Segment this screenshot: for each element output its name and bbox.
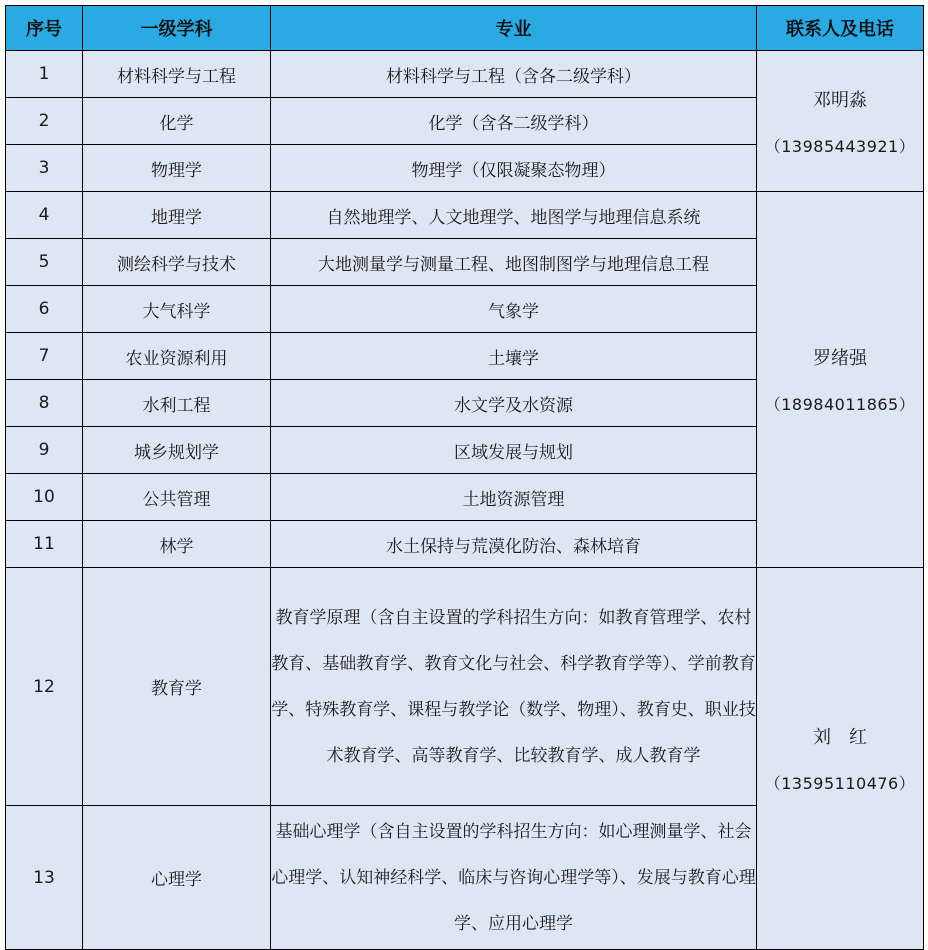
header-no: 序号	[6, 6, 83, 51]
row-no: 11	[6, 521, 83, 568]
contact-cell	[757, 51, 924, 192]
table-row	[6, 192, 924, 239]
row-discipline: 大气科学	[83, 286, 271, 333]
row-major: 基础心理学（含自主设置的学科招生方向：如心理测量学、社会心理学、认知神经科学、临床与咨询心理学等）、发展与教育心理学、应用心理学	[271, 806, 757, 950]
contact-name: 罗绪强	[813, 348, 867, 369]
row-major: 水土保持与荒漠化防治、森林培育	[271, 521, 757, 568]
row-discipline: 林学	[83, 521, 271, 568]
row-no: 8	[6, 380, 83, 427]
row-discipline: 城乡规划学	[83, 427, 271, 474]
row-discipline: 教育学	[83, 568, 271, 806]
row-no: 4	[6, 192, 83, 239]
row-no: 10	[6, 474, 83, 521]
row-no: 7	[6, 333, 83, 380]
row-no: 12	[6, 568, 83, 806]
row-discipline: 农业资源利用	[83, 333, 271, 380]
header-row	[6, 6, 924, 51]
row-major: 物理学（仅限凝聚态物理）	[271, 145, 757, 192]
row-no: 9	[6, 427, 83, 474]
row-major: 自然地理学、人文地理学、地图学与地理信息系统	[271, 192, 757, 239]
discipline-contact-table	[5, 5, 924, 950]
row-discipline: 心理学	[83, 806, 271, 950]
contact-phone: （13595110476）	[764, 774, 916, 793]
contact-name: 邓明淼	[813, 89, 867, 111]
row-no: 3	[6, 145, 83, 192]
row-no: 1	[6, 51, 83, 98]
row-no: 13	[6, 806, 83, 950]
row-major: 大地测量学与测量工程、地图制图学与地理信息工程	[271, 239, 757, 286]
row-discipline: 水利工程	[83, 380, 271, 427]
row-no: 5	[6, 239, 83, 286]
row-major: 化学（含各二级学科）	[271, 98, 757, 145]
row-discipline: 公共管理	[83, 474, 271, 521]
row-discipline: 测绘科学与技术	[83, 239, 271, 286]
contact-cell	[757, 192, 924, 568]
row-major: 土地资源管理	[271, 474, 757, 521]
row-major: 气象学	[271, 286, 757, 333]
contact-name: 刘 红	[813, 727, 867, 748]
row-discipline: 地理学	[83, 192, 271, 239]
row-major: 土壤学	[271, 333, 757, 380]
header-major: 专业	[271, 6, 757, 51]
row-major: 水文学及水资源	[271, 380, 757, 427]
contact-phone: （18984011865）	[764, 395, 916, 414]
row-no: 6	[6, 286, 83, 333]
table-row	[6, 51, 924, 98]
header-discipline: 一级学科	[83, 6, 271, 51]
row-discipline: 化学	[83, 98, 271, 145]
row-major: 教育学原理（含自主设置的学科招生方向：如教育管理学、农村教育、基础教育学、教育文化与社会、科学教育学等）、学前教育学、特殊教育学、课程与教学论（数学、物理）、教育史、职业技术教育学、高等教育学、比较教育学、成人教育学	[271, 568, 757, 806]
row-discipline: 材料科学与工程	[83, 51, 271, 98]
row-major: 材料科学与工程（含各二级学科）	[271, 51, 757, 98]
header-contact: 联系人及电话	[757, 6, 924, 51]
row-discipline: 物理学	[83, 145, 271, 192]
row-major: 区域发展与规划	[271, 427, 757, 474]
table-row	[6, 568, 924, 806]
contact-phone: （13985443921）	[764, 136, 916, 156]
contact-cell	[757, 568, 924, 950]
row-no: 2	[6, 98, 83, 145]
